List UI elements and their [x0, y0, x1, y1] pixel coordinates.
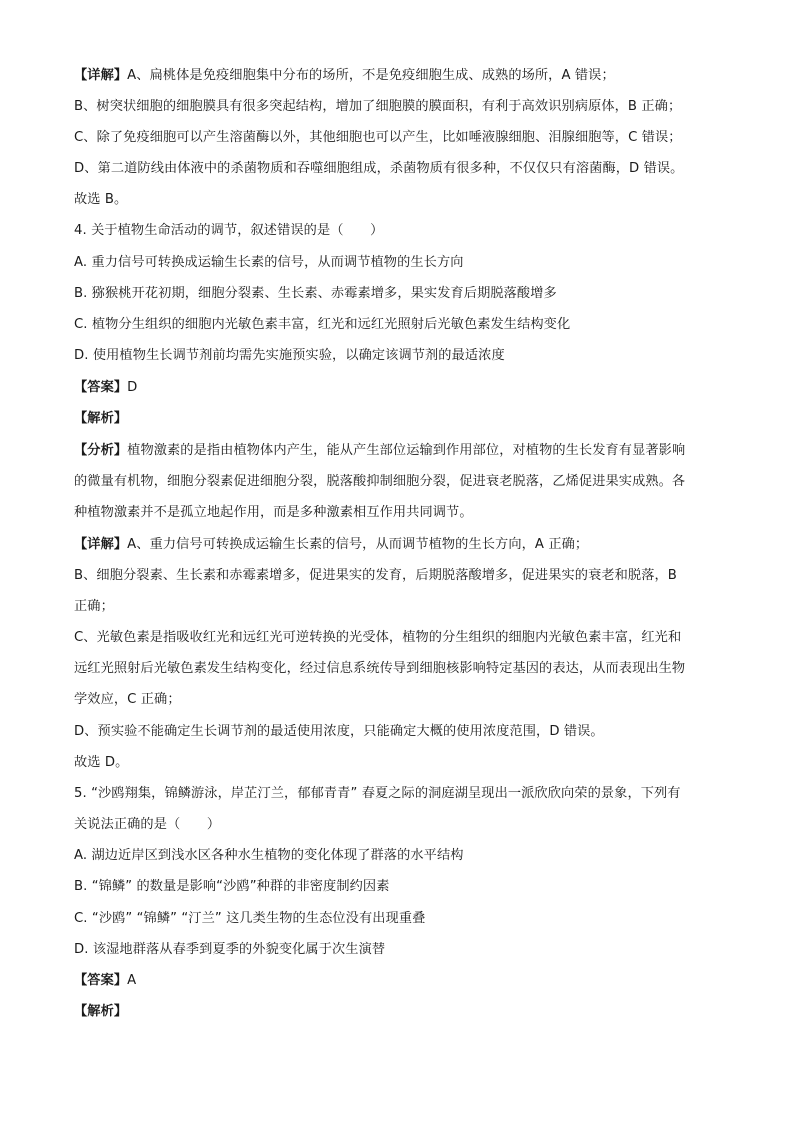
option-c: [74, 315, 734, 335]
line-text: D、第二道防线由体液中的杀菌物质和吞噬细胞组成，杀菌物质有很多种，不仅仅只有溶菌酶，D 错误。: [74, 161, 684, 176]
text-line: [74, 566, 734, 586]
question-stem: [74, 784, 734, 804]
line-text: D. 使用植物生长调节剂前均需先实施预实验，以确定该调节剂的最适浓度: [74, 348, 505, 363]
text-line: [74, 690, 734, 710]
line-text: 种植物激素并不是孤立地起作用，而是多种激素相互作用共同调节。: [74, 505, 473, 520]
line-text: 植物激素的是指由植物体内产生，能从产生部位运输到作用部位，对植物的生长发育有显著影响: [127, 443, 686, 458]
line-text: 5. “沙鸥翔集，锦鳞游泳，岸芷汀兰，郁郁青青” 春夏之际的洞庭湖呈现出一派欣欣向荣的景象，下列有: [74, 786, 681, 801]
option-a: [74, 846, 734, 866]
line-text: A. 重力信号可转换成运输生长素的信号，从而调节植物的生长方向: [74, 255, 464, 270]
text-line: [74, 128, 734, 148]
line-text: B、树突状细胞的细胞膜具有很多突起结构，增加了细胞膜的膜面积，有利于高效识别病原体，B 正确；: [74, 99, 682, 114]
text-line: [74, 535, 734, 555]
text-line: [74, 722, 734, 742]
text-line: [74, 597, 734, 617]
option-c: [74, 909, 734, 929]
line-text: C. “沙鸥” “锦鳞” “汀兰” 这几类生物的生态位没有出现重叠: [74, 911, 426, 926]
line-text: B. 猕猴桃开花初期，细胞分裂素、生长素、赤霉素增多，果实发育后期脱落酸增多: [74, 286, 557, 301]
section-tag: 【详解】: [74, 537, 128, 552]
section-tag: 【答案】: [74, 973, 128, 988]
line-text: A、重力信号可转换成运输生长素的信号，从而调节植物的生长方向，A 正确；: [127, 537, 589, 552]
text-line: [74, 628, 734, 648]
text-line: [74, 190, 734, 210]
line-text: D、预实验不能确定生长调节剂的最适使用浓度，只能确定大概的使用浓度范围，D 错误。: [74, 724, 604, 739]
line-text: A: [127, 973, 137, 988]
line-text: A. 湖边近岸区到浅水区各种水生植物的变化体现了群落的水平结构: [74, 848, 464, 863]
question-stem-cont: [74, 815, 734, 835]
section-tag: 【详解】: [74, 68, 128, 83]
analysis-heading: [74, 409, 734, 429]
text-line: [74, 659, 734, 679]
text-line: [74, 159, 734, 179]
option-a: [74, 253, 734, 273]
line-text: D. 该湿地群落从春季到夏季的外貌变化属于次生演替: [74, 942, 386, 957]
text-line: [74, 472, 734, 492]
option-d: [74, 940, 734, 960]
text-line: [74, 503, 734, 523]
line-text: 故选 B。: [74, 192, 128, 207]
analysis-heading: [74, 1002, 734, 1022]
line-text: 正确；: [74, 599, 114, 614]
section-tag: 【解析】: [74, 411, 128, 426]
text-line: [74, 66, 734, 86]
text-line: [74, 441, 734, 461]
line-text: D: [127, 380, 138, 395]
line-text: A、扁桃体是免疫细胞集中分布的场所，不是免疫细胞生成、成熟的场所，A 错误；: [127, 68, 615, 83]
text-line: [74, 753, 734, 773]
line-text: 关说法正确的是（ ）: [74, 817, 221, 832]
line-text: 的微量有机物，细胞分裂素促进细胞分裂，脱落酸抑制细胞分裂，促进衰老脱落，乙烯促进果实成熟。各: [74, 474, 686, 489]
section-tag: 【答案】: [74, 380, 128, 395]
section-tag: 【解析】: [74, 1004, 128, 1019]
line-text: C. 植物分生组织的细胞内光敏色素丰富，红光和远红光照射后光敏色素发生结构变化: [74, 317, 571, 332]
answer-line: [74, 378, 734, 398]
question-stem: [74, 221, 734, 241]
text-line: [74, 97, 734, 117]
line-text: 远红光照射后光敏色素发生结构变化，经过信息系统传导到细胞核影响特定基因的表达，从而表现出生物: [74, 661, 686, 676]
line-text: C、光敏色素是指吸收红光和远红光可逆转换的光受体，植物的分生组织的细胞内光敏色素丰富，红光和: [74, 630, 682, 645]
line-text: 4. 关于植物生命活动的调节，叙述错误的是（ ）: [74, 223, 384, 238]
section-tag: 【分析】: [74, 443, 128, 458]
line-text: C、除了免疫细胞可以产生溶菌酶以外，其他细胞也可以产生，比如唾液腺细胞、泪腺细胞等，C 错误；: [74, 130, 682, 145]
option-b: [74, 877, 734, 897]
line-text: B、细胞分裂素、生长素和赤霉素增多，促进果实的发育，后期脱落酸增多，促进果实的衰老和脱落，B: [74, 568, 677, 583]
answer-line: [74, 971, 734, 991]
line-text: 故选 D。: [74, 755, 129, 770]
line-text: 学效应，C 正确；: [74, 692, 181, 707]
line-text: B. “锦鳞” 的数量是影响“沙鸥”种群的非密度制约因素: [74, 879, 390, 894]
option-b: [74, 284, 734, 304]
option-d: [74, 346, 734, 366]
